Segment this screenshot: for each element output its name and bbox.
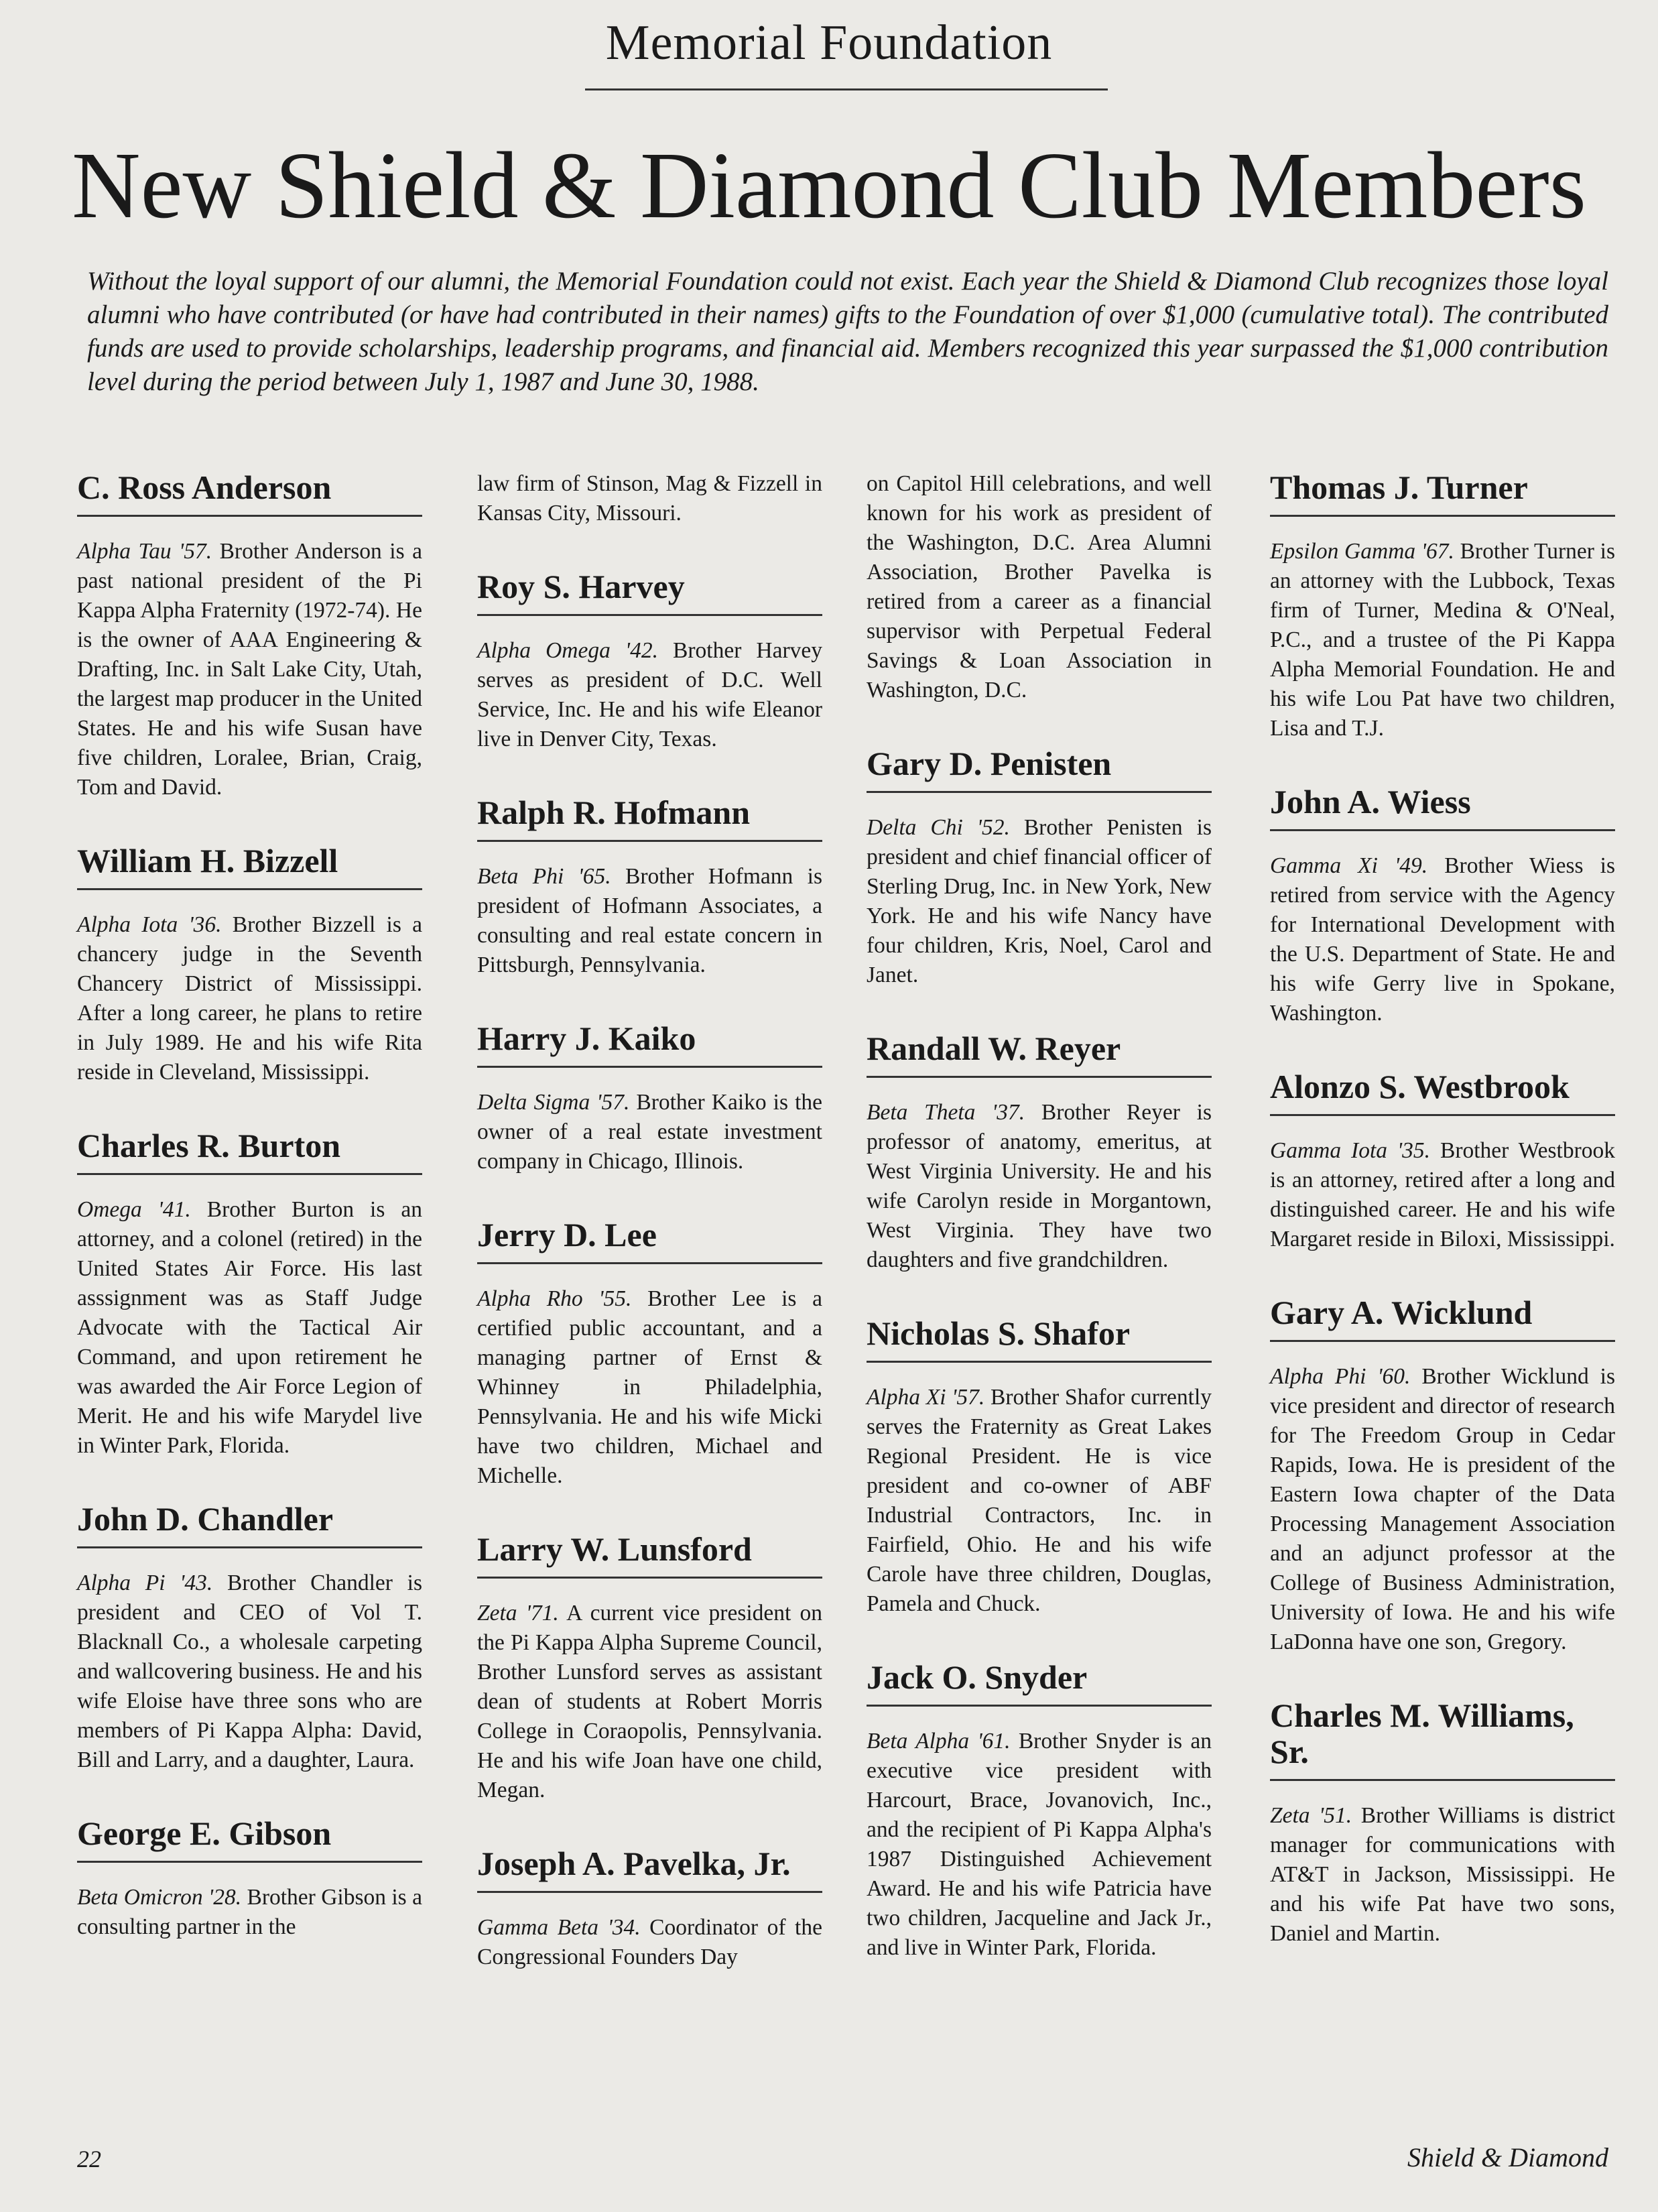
member-bio [1270,1362,1615,1657]
member-name: Nicholas S. Shafor [867,1315,1212,1363]
member-entry [1270,469,1615,743]
member-name: Charles M. Williams, Sr. [1270,1697,1615,1781]
member-chapter: Beta Theta '37. [867,1100,1025,1125]
member-chapter: Alpha Pi '43. [77,1571,213,1595]
member-chapter: Zeta '71. [477,1601,559,1625]
member-bio [77,910,422,1087]
member-bio [867,1383,1212,1619]
member-text: Brother Penisten is president and chief financial officer of Sterling Drug, Inc. in New York, New York. He and his wife Nancy have four children, Kris, Noel, Carol and Janet. [867,815,1212,987]
member-bio [867,1098,1212,1275]
member-text: Brother Turner is an attorney with the Lubbock, Texas firm of Turner, Medina & O'Neal, P.C., and a trustee of the Pi Kappa Alpha Memorial Foundation. He and his wife Lou Pat have two children, Lisa and T.J. [1270,539,1615,741]
member-bio [867,1727,1212,1963]
member-name: John D. Chandler [77,1501,422,1548]
member-name: Randall W. Reyer [867,1030,1212,1078]
member-text: Brother Wicklund is vice president and director of research for The Freedom Group in Cedar Rapids, Iowa. He is president of the Eastern Iowa chapter of the Data Processing Management Association and an adjunct professor at the College of Business Administration, University of Iowa. He and his wife LaDonna have one son, Gregory. [1270,1364,1615,1654]
page-title: New Shield & Diamond Club Members [72,132,1586,238]
member-name: Alonzo S. Westbrook [1270,1068,1615,1116]
intro-paragraph: Without the loyal support of our alumni, the Memorial Foundation could not exist. Each year the Shield & Diamond Club recognizes those loyal alumni who have contributed (or have had contributed in their names) gifts to the Foundation of over $1,000 (cumulative total). The contributed funds are used to provide scholarships, leadership programs, and financial aid. Members recognized this year surpassed the $1,000 contribution level during the period between July 1, 1987 and June 30, 1988. [87,267,1608,396]
member-chapter: Gamma Beta '34. [477,1915,641,1940]
member-name: C. Ross Anderson [77,469,422,517]
member-chapter: Alpha Tau '57. [77,539,212,564]
member-chapter: Alpha Omega '42. [477,638,658,663]
member-text: Brother Reyer is professor of anatomy, emeritus, at West Virginia University. He and his wife Carolyn reside in Morgantown, West Virginia. They have two daughters and five grandchildren. [867,1100,1212,1272]
member-chapter: Beta Omicron '28. [77,1885,242,1910]
section-kicker: Memorial Foundation [605,15,1053,70]
member-bio [1270,537,1615,743]
member-name: Joseph A. Pavelka, Jr. [477,1845,822,1893]
member-name: Gary A. Wicklund [1270,1294,1615,1342]
member-bio [77,1569,422,1775]
member-bio [477,1088,822,1176]
member-bio [477,636,822,754]
continued-text: on Capitol Hill celebrations, and well known for his work as president of the Washington, D.C. Area Alumni Association, Brother Pavelka is retired from a career as a financial supervisor with Perpetual Federal Savings & Loan Association in Washington, D.C. [867,471,1212,702]
member-entry [77,469,422,802]
member-name: Harry J. Kaiko [477,1020,822,1068]
member-entry [477,1531,822,1805]
column-1 [77,469,422,1982]
member-chapter: Alpha Iota '36. [77,912,222,937]
member-text: A current vice president on the Pi Kappa Alpha Supreme Council, Brother Lunsford serves as assistant dean of students at Robert Morris College in Coraopolis, Pennsylvania. He and his wife Joan have one child, Megan. [477,1601,822,1802]
member-name: William H. Bizzell [77,843,422,890]
member-bio [1270,1136,1615,1254]
member-entry [867,1659,1212,1963]
member-name: Gary D. Penisten [867,745,1212,793]
member-text: Brother Chandler is president and CEO of Vol T. Blacknall Co., a wholesale carpeting and wallcovering business. He and his wife Eloise have three sons who are members of Pi Kappa Alpha: David, Bill and Larry, and a daughter, Laura. [77,1571,422,1772]
member-bio [77,537,422,802]
member-entry [867,1315,1212,1619]
member-chapter: Zeta '51. [1270,1803,1352,1828]
member-name: Larry W. Lunsford [477,1531,822,1579]
member-text: Brother Wiess is retired from service with the Agency for International Development with the U.S. Department of State. He and his wife Gerry live in Spokane, Washington. [1270,853,1615,1026]
column-2 [477,469,822,2012]
member-text: Coordinator of the Congressional Founders Day [477,1915,822,1969]
member-entry [477,568,822,754]
member-entry [477,794,822,980]
member-chapter: Alpha Rho '55. [477,1286,632,1311]
member-entry [477,1020,822,1176]
member-chapter: Epsilon Gamma '67. [1270,539,1454,564]
column-4 [1270,469,1615,1989]
member-chapter: Omega '41. [77,1197,191,1222]
member-bio [477,1913,822,1972]
member-chapter: Alpha Xi '57. [867,1385,985,1410]
member-name: Charles R. Burton [77,1127,422,1175]
member-name: Ralph R. Hofmann [477,794,822,842]
member-text: Brother Hofmann is president of Hofmann Associates, a consulting and real estate concern in Pittsburgh, Pennsylvania. [477,864,822,977]
magazine-name: Shield & Diamond [1407,2142,1608,2172]
member-chapter: Beta Alpha '61. [867,1729,1011,1754]
member-bio [477,1599,822,1805]
member-text: Brother Lee is a certified public accountant, and a managing partner of Ernst & Whinney in Philadelphia, Pennsylvania. He and his wife Micki have two children, Michael and Michelle. [477,1286,822,1488]
page-number: 22 [77,2146,101,2172]
member-bio [77,1883,422,1942]
member-text: Brother Shafor currently serves the Fraternity as Great Lakes Regional President. He is vice president and co-owner of ABF Industrial Contractors, Inc. in Fairfield, Ohio. He and his wife Carole have three children, Douglas, Pamela and Chuck. [867,1385,1212,1616]
member-chapter: Delta Sigma '57. [477,1090,630,1115]
member-text: Brother Bizzell is a chancery judge in the Seventh Chancery District of Mississippi. After a long career, he plans to retire in July 1989. He and his wife Rita reside in Cleveland, Mississippi. [77,912,422,1085]
member-name: Jack O. Snyder [867,1659,1212,1707]
member-chapter: Gamma Xi '49. [1270,853,1428,878]
member-entry [477,1845,822,1972]
member-name: George E. Gibson [77,1815,422,1863]
kicker-rule [585,88,1108,90]
member-chapter: Beta Phi '65. [477,864,611,889]
member-bio [77,1195,422,1461]
member-name: Thomas J. Turner [1270,469,1615,517]
member-entry [867,1030,1212,1275]
member-text: Brother Harvey serves as president of D.C. Well Service, Inc. He and his wife Eleanor live in Denver City, Texas. [477,638,822,751]
member-text: Brother Kaiko is the owner of a real estate investment company in Chicago, Illinois. [477,1090,822,1174]
member-text: Brother Anderson is a past national president of the Pi Kappa Alpha Fraternity (1972-74). He is the owner of AAA Engineering & Drafting, Inc. in Salt Lake City, Utah, the largest map producer in the United States. He and his wife Susan have five children, Loralee, Brian, Craig, Tom and David. [77,539,422,800]
member-text: Brother Gibson is a consulting partner in the [77,1885,422,1939]
member-name: John A. Wiess [1270,784,1615,831]
member-entry [477,1217,822,1491]
member-entry [1270,1068,1615,1254]
member-text: Brother Snyder is an executive vice president with Harcourt, Brace, Jovanovich, Inc., and the recipient of Pi Kappa Alpha's 1987 Distinguished Achievement Award. He and his wife Patricia have two children, Jacqueline and Jack Jr., and live in Winter Park, Florida. [867,1729,1212,1960]
member-bio [477,1284,822,1491]
member-entry [867,745,1212,990]
member-entry [77,843,422,1087]
member-entry [77,1127,422,1461]
member-text: Brother Williams is district manager for communications with AT&T in Jackson, Mississippi. He and his wife Pat have two sons, Daniel and Martin. [1270,1803,1615,1946]
member-entry [1270,1294,1615,1657]
column-3 [867,469,1212,2003]
member-chapter: Alpha Phi '60. [1270,1364,1411,1389]
member-text: Brother Westbrook is an attorney, retired after a long and distinguished career. He and his wife Margaret reside in Biloxi, Mississippi. [1270,1138,1615,1251]
member-entry [77,1501,422,1775]
member-name: Roy S. Harvey [477,568,822,616]
member-chapter: Delta Chi '52. [867,815,1010,840]
member-entry [1270,784,1615,1028]
member-text: Brother Burton is an attorney, and a colonel (retired) in the United States Air Force. His last asssignment was as Staff Judge Advocate with the Tactical Air Command, and upon retirement he was awarded the Air Force Legion of Merit. He and his wife Marydel live in Winter Park, Florida. [77,1197,422,1458]
member-bio [477,862,822,980]
member-entry [1270,1697,1615,1949]
member-chapter: Gamma Iota '35. [1270,1138,1431,1163]
member-bio [1270,851,1615,1028]
continued-text: law firm of Stinson, Mag & Fizzell in Kansas City, Missouri. [477,471,822,526]
member-bio [867,813,1212,990]
member-entry [77,1815,422,1942]
member-bio [1270,1801,1615,1949]
member-name: Jerry D. Lee [477,1217,822,1264]
